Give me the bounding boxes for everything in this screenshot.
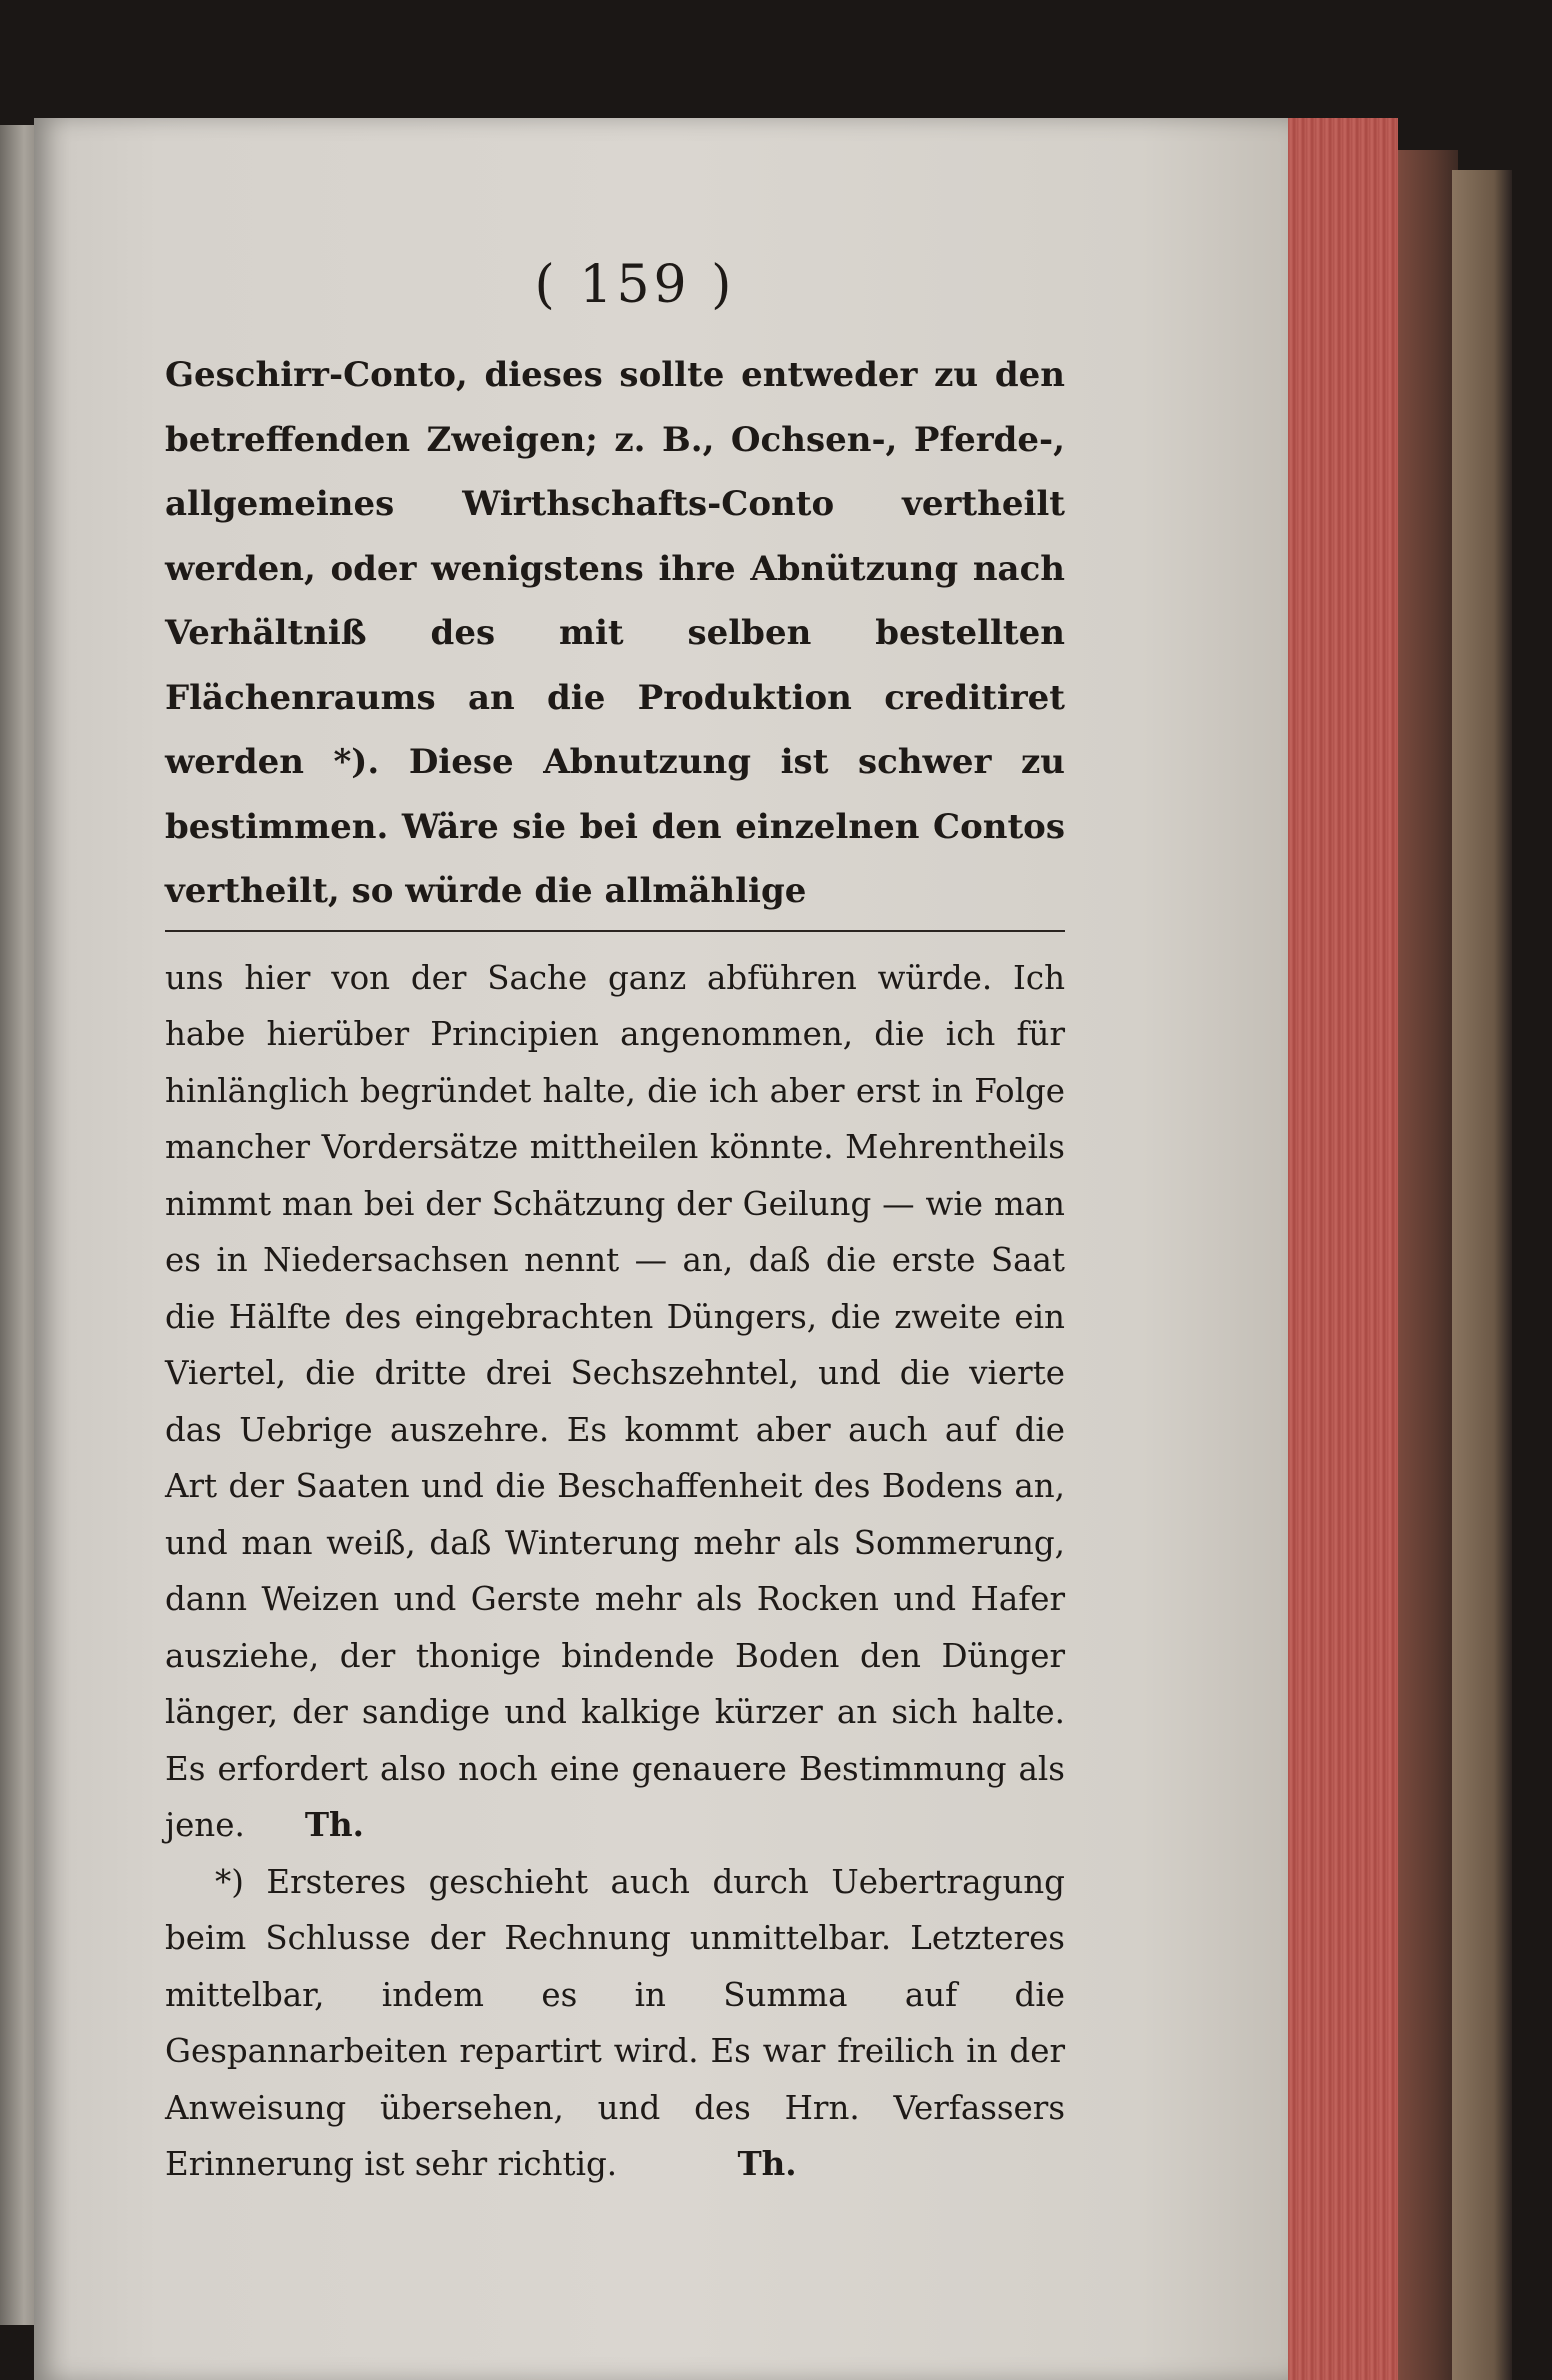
main-paragraph: Geschirr-Conto, dieses sollte entweder zu den betreffenden Zweigen; z. B., Ochsen-, Pferde-, allgemeines Wirthschafts-Conto vertheilt werden, oder wenigstens ihre Abnützung nach Verhältniß des mit selben bestellten Flächenraums an die Produktion creditiret werden *). Diese Abnutzung ist schwer zu bestimmen. Wäre sie bei den einzelnen Contos vertheilt, so würde die allmählige [165, 355, 1065, 911]
footnote-text: *) Ersteres geschieht auch durch Uebertragung beim Schlusse der Rechnung unmittelbar. Letzteres mittelbar, indem es in Summa auf die Gespannarbeiten repartirt wird. Es war freilich in der Anweisung übersehen, und des Hrn. Verfassers Erinnerung ist sehr richtig. [165, 1862, 1065, 2183]
book-cover-edge [1452, 170, 1512, 2380]
footnote-divider [165, 930, 1065, 932]
continued-note [165, 950, 1065, 1854]
page-text [165, 255, 1065, 2193]
page-number: ( 159 ) [534, 255, 736, 315]
footnote-signature: Th. [737, 2144, 797, 2183]
continued-note-text: uns hier von der Sache ganz abführen würde. Ich habe hierüber Principien angenommen, die ich für hinlänglich begründet halte, die ich aber erst in Folge mancher Vordersätze mittheilen könnte. Mehrentheils nimmt man bei der Schätzung der Geilung — wie man es in Niedersachsen nennt — an, daß die erste Saat die Hälfte des eingebrachten Düngers, die zweite ein Viertel, die dritte drei Sechszehntel, und die vierte das Uebrige auszehre. Es kommt aber auch auf die Art der Saaten und die Beschaffenheit des Bodens an, und man weiß, daß Winterung mehr als Sommerung, dann Weizen und Gerste mehr als Rocken und Hafer ausziehe, der thonige bindende Boden den Dünger länger, der sandige und kalkige kürzer an sich halte. Es erfordert also noch eine genauere Bestimmung als jene. [165, 958, 1065, 1844]
book-fore-edge [1288, 118, 1398, 2380]
footnote [165, 1854, 1065, 2193]
note-signature: Th. [304, 1805, 364, 1844]
book-page-block [1398, 150, 1458, 2380]
